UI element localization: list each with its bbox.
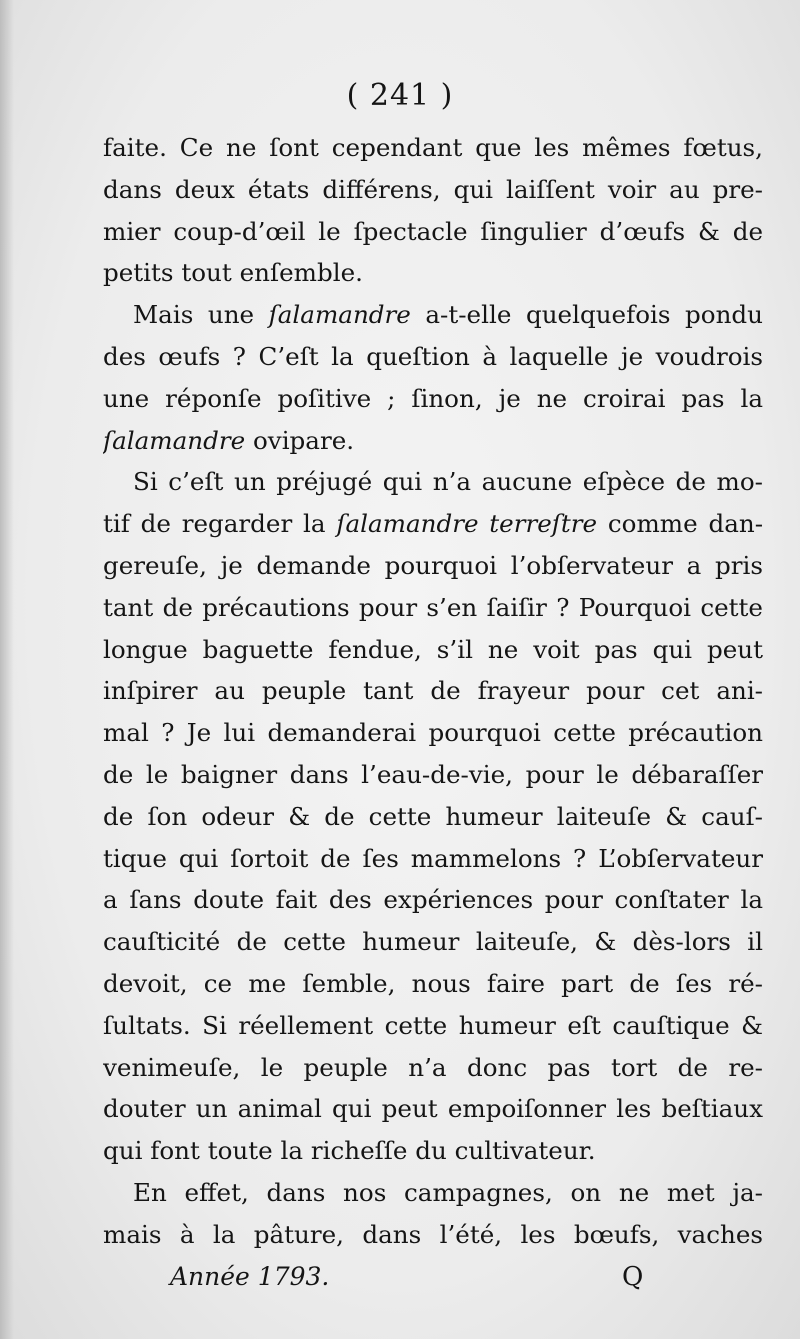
text-line: tique qui ſortoit de ſes mammelons ? L’obſervateur xyxy=(103,843,763,873)
text-segment: ovipare. xyxy=(245,425,355,455)
text-line: Si c’eſt un préjugé qui n’a aucune eſpèce de mo- xyxy=(133,467,763,497)
text-line: mais à la pâture, dans l’été, les bœufs, vaches xyxy=(103,1219,763,1249)
signature-right: Q xyxy=(622,1262,644,1292)
text-line xyxy=(103,294,763,336)
text-line: cauſticité de cette humeur laiteuſe, & dès-lors il xyxy=(103,927,763,957)
page-number: ( 241 ) xyxy=(346,78,454,113)
text-line: mier coup-d’œil le ſpectacle ſingulier d’œufs & de xyxy=(103,216,763,246)
text-segment: a-t-elle quelquefois pondu xyxy=(410,300,763,330)
text-line xyxy=(103,503,763,545)
body-text xyxy=(103,127,763,1256)
italic-term: ſalamandre xyxy=(268,300,411,330)
text-segment: Mais une xyxy=(133,300,269,330)
text-line: gereuſe, je demande pourquoi l’obſervateur a pris xyxy=(103,550,763,580)
text-line: En effet, dans nos campagnes, on ne met ja- xyxy=(133,1177,763,1207)
text-line: faite. Ce ne ſont cependant que les mêmes fœtus, xyxy=(103,133,763,162)
text-line: douter un animal qui peut empoiſonner les beſtiaux xyxy=(103,1094,763,1124)
text-line: inſpirer au peuple tant de frayeur pour cet ani- xyxy=(103,676,763,706)
text-line: petits tout enſemble. xyxy=(103,258,363,288)
italic-term: ſalamandre terreſtre xyxy=(336,509,598,539)
text-segment: comme dan- xyxy=(597,509,763,539)
text-line: mal ? Je lui demanderai pourquoi cette précaution xyxy=(103,718,763,748)
signature-left: Année 1793. xyxy=(170,1262,330,1291)
text-line: ſultats. Si réellement cette humeur eſt cauſtique & xyxy=(103,1010,763,1040)
text-line: des œufs ? C’eſt la queſtion à laquelle je voudrois xyxy=(103,341,763,371)
text-line: de ſon odeur & de cette humeur laiteuſe & cauſ- xyxy=(103,801,763,831)
text-line: devoit, ce me ſemble, nous faire part de ſes ré- xyxy=(103,968,763,998)
text-line: dans deux états différens, qui laiſſent voir au pre- xyxy=(103,174,763,204)
italic-term: ſalamandre xyxy=(103,425,246,455)
text-line: qui font toute la richeſſe du cultivateur. xyxy=(103,1136,596,1166)
text-line: une réponſe poſitive ; ſinon, je ne croirai pas la xyxy=(103,383,763,413)
text-line: longue baguette fendue, s’il ne voit pas qui peut xyxy=(103,634,763,664)
text-line: a ſans doute fait des expériences pour conſtater la xyxy=(103,885,763,915)
text-line xyxy=(103,420,763,462)
text-segment: tif de regarder la xyxy=(103,509,337,539)
text-line: venimeuſe, le peuple n’a donc pas tort de re- xyxy=(103,1052,763,1082)
text-line: tant de précautions pour s’en ſaiſir ? Pourquoi cette xyxy=(103,592,763,622)
text-line: de le baigner dans l’eau-de-vie, pour le débaraſſer xyxy=(103,759,763,789)
